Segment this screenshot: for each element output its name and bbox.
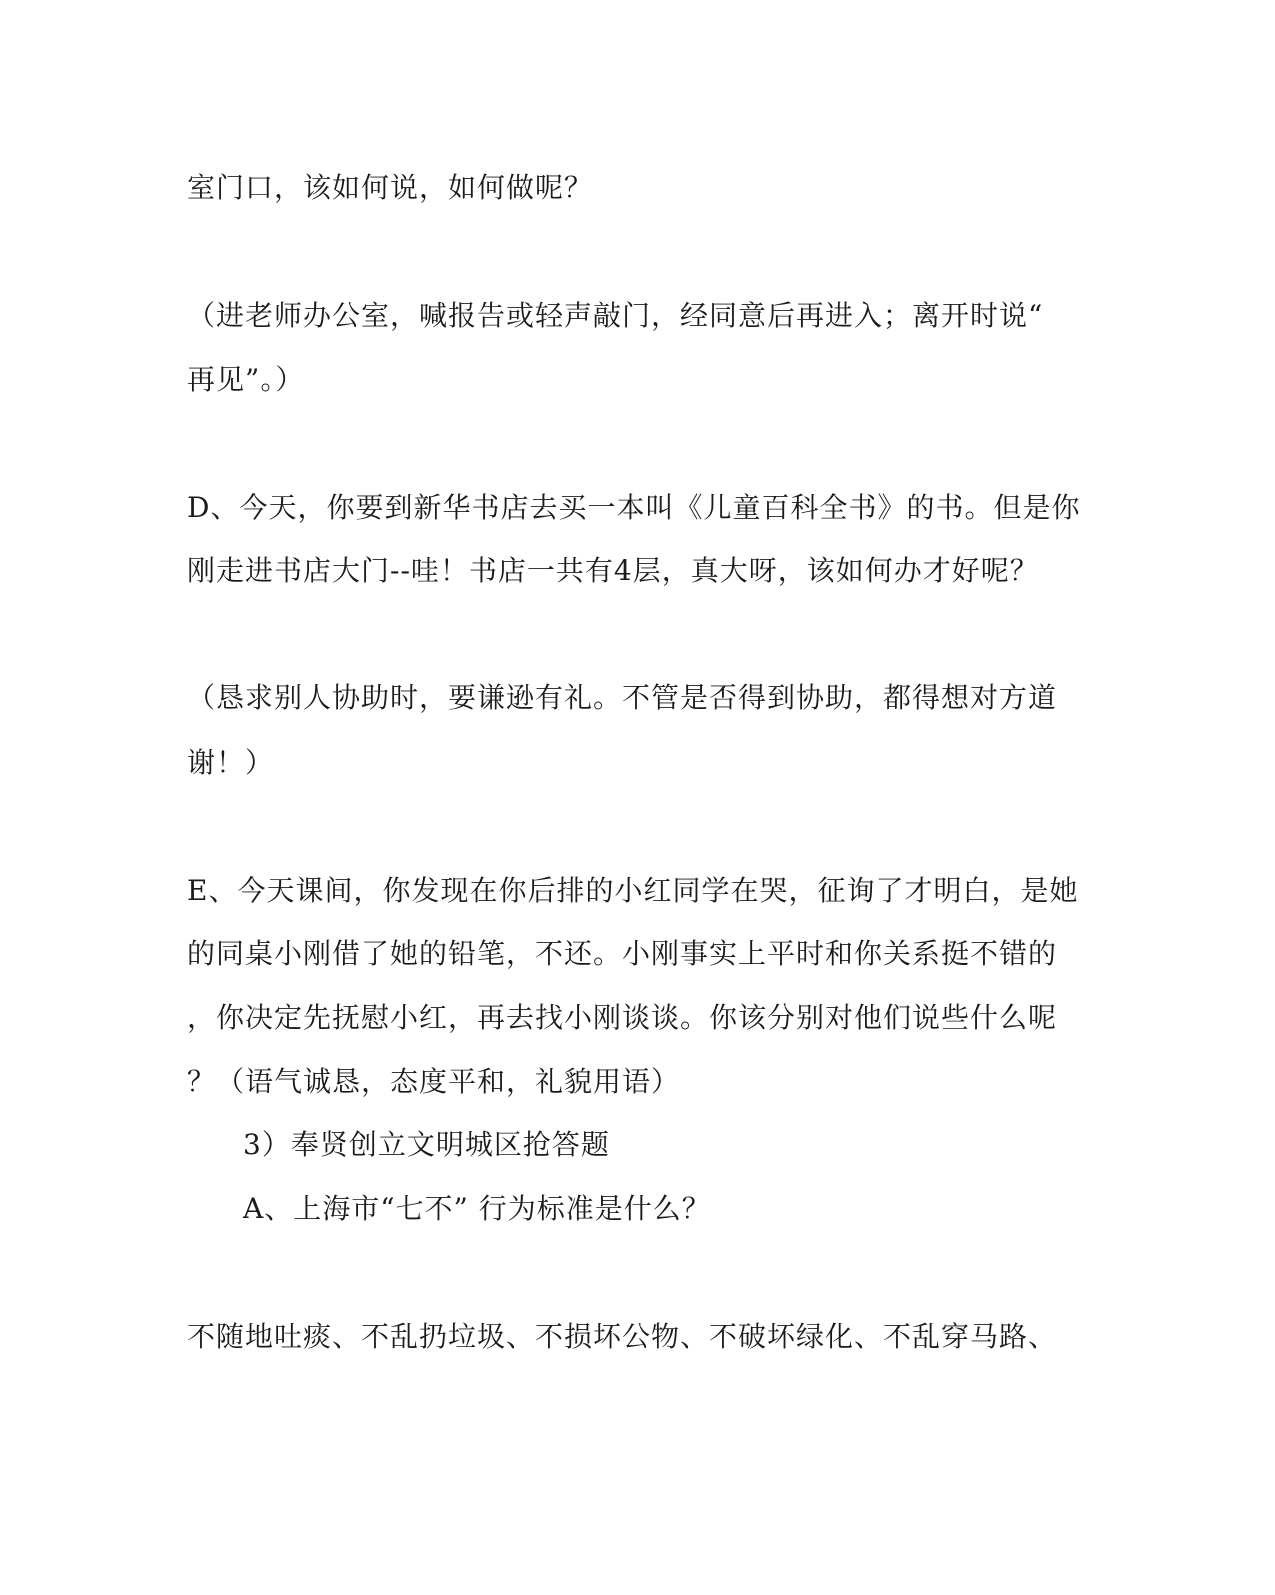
text-line: 再见”。）: [187, 363, 305, 396]
text-line: ？（语气诚恳，态度平和，礼貌用语）: [187, 1065, 681, 1098]
text-line: 刚走进书店大门--哇！书店一共有4层，真大呀，该如何办才好呢？: [187, 554, 1039, 587]
text-line: （恳求别人协助时，要谦逊有礼。不管是否得到协助，都得想对方道: [187, 681, 1058, 714]
text-line: ，你决定先抚慰小红，再去找小刚谈谈。你该分别对他们说些什么呢: [187, 1001, 1058, 1034]
text-line: E、今天课间，你发现在你后排的小红同学在哭，征询了才明白，是她: [187, 874, 1079, 907]
text-line: 不随地吐痰、不乱扔垃圾、不损坏公物、不破坏绿化、不乱穿马路、: [187, 1320, 1058, 1353]
text-line: （进老师办公室，喊报告或轻声敲门，经同意后再进入；离开时说“: [187, 299, 1044, 332]
section-heading: 3）奉贤创立文明城区抢答题: [243, 1128, 610, 1161]
text-line: 室门口，该如何说，如何做呢？: [187, 171, 594, 204]
question-line: A、上海市“七不” 行为标准是什么？: [243, 1192, 711, 1225]
text-line: 的同桌小刚借了她的铅笔，不还。小刚事实上平时和你关系挺不错的: [187, 937, 1058, 970]
text-line: D、今天，你要到新华书店去买一本叫《儿童百科全书》的书。但是你: [187, 491, 1081, 524]
text-line: 谢！）: [187, 746, 275, 779]
